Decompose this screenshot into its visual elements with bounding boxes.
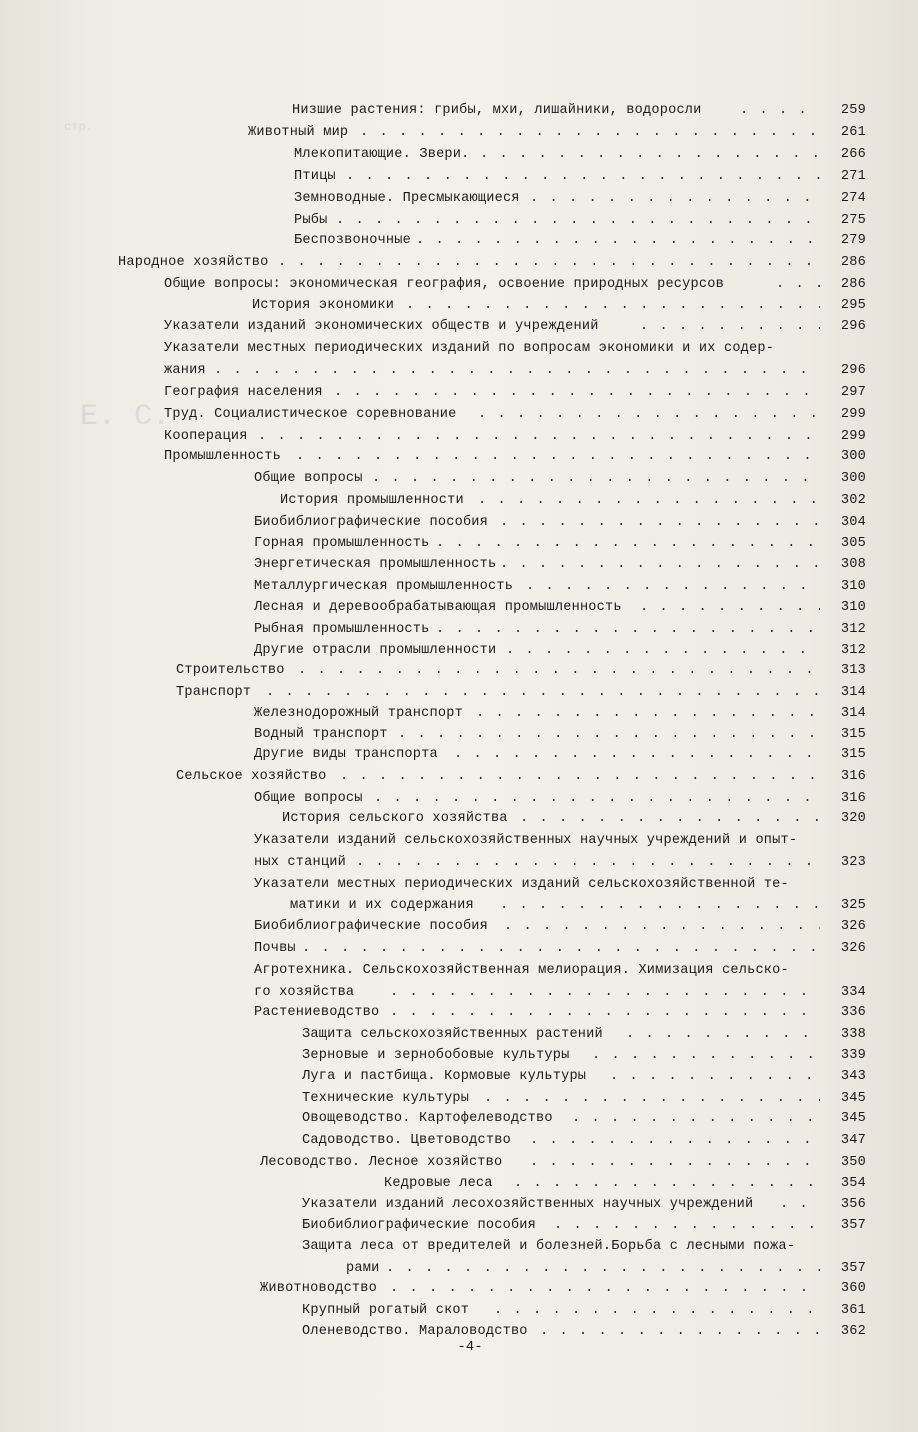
entry-title: Луга и пастбища. Кормовые культуры [302,1069,587,1084]
dot-leader [356,852,820,874]
toc-entry [0,724,918,746]
entry-title: Кооперация [164,429,248,444]
entry-page-number: 345 [840,1111,866,1126]
dot-leader [484,1088,820,1110]
toc-entry [0,426,918,448]
entry-page-number: 339 [840,1048,866,1063]
entry-title: Указатели изданий лесохозяйственных научных учреждений [302,1197,754,1212]
entry-title: ных станций [254,855,346,870]
toc-entry [0,1258,918,1280]
toc-entry [0,640,918,662]
entry-page-number: 296 [840,319,866,334]
toc-entry [0,1236,918,1258]
entry-page-number: 299 [840,407,866,422]
dot-leader [406,295,820,317]
entry-title: Агротехника. Сельскохозяйственная мелиорация. Химизация сельско- [254,963,789,978]
entry-title: История промышленности [280,493,464,508]
page-number-footer: -4- [457,1339,483,1355]
dot-leader [530,1152,820,1174]
entry-page-number: 360 [840,1281,866,1296]
entry-page-number: 304 [840,515,866,530]
entry-title: Другие виды транспорта [254,747,438,762]
dot-leader [454,744,820,766]
dot-leader [278,252,820,274]
dot-leader [640,597,820,619]
dot-leader [374,788,820,810]
entry-title: Труд. Социалистическое соревнование [164,407,457,422]
entry-page-number: 325 [840,898,866,913]
entry-title: Садоводство. Цветоводство [302,1133,511,1148]
entry-page-number: 315 [840,747,866,762]
entry-title: Горная промышленность [254,536,430,551]
dot-leader [478,490,820,512]
entry-page-number: 300 [840,471,866,486]
dot-leader [336,210,820,232]
entry-title: жания [164,363,206,378]
dot-leader [390,1278,820,1300]
dot-leader [476,703,820,725]
dot-leader [360,122,820,144]
dot-leader [572,1108,820,1130]
dot-leader [776,274,820,296]
entry-title: рами [346,1261,380,1276]
entry-title: Указатели изданий экономических обществ и учреждений [164,319,599,334]
entry-title: Водный транспорт [254,727,388,742]
toc-entry [0,1108,918,1130]
entry-title: Животноводство [260,1281,378,1296]
toc-entry [0,982,918,1004]
dot-leader [610,1066,820,1088]
entry-title: Защита сельскохозяйственных растений [302,1027,603,1042]
dot-leader [500,554,820,576]
dot-leader [530,1130,820,1152]
toc-entry [0,512,918,534]
toc-entry [0,830,918,852]
entry-title: го хозяйства [254,985,355,1000]
dot-leader [372,468,820,490]
toc-entry [0,100,918,122]
dot-leader [436,619,820,641]
entry-page-number: 347 [840,1133,866,1148]
dot-leader [296,446,820,468]
entry-page-number: 343 [840,1069,866,1084]
entry-page-number: 362 [840,1324,866,1339]
dot-leader [480,144,820,166]
toc-entry [0,382,918,404]
dot-leader [520,808,820,830]
entry-title: Овощеводство. Картофелеводство [302,1111,553,1126]
toc-entry [0,295,918,317]
entry-page-number: 302 [840,493,866,508]
dot-leader [554,1215,820,1237]
entry-title: Защита леса от вредителей и болезней.Борьба с лесными пожа- [302,1239,796,1254]
entry-title: Птицы [294,169,336,184]
dot-leader [298,660,820,682]
toc-entry [0,274,918,296]
toc-entry [0,360,918,382]
entry-page-number: 286 [840,255,866,270]
dot-leader [390,982,820,1004]
entry-page-number: 334 [840,985,866,1000]
toc-entry [0,597,918,619]
entry-title: Лесная и деревообрабатывающая промышленность [254,600,622,615]
toc-entry [0,766,918,788]
entry-page-number: 261 [840,125,866,140]
toc-entry [0,252,918,274]
toc-entry [0,1194,918,1216]
entry-page-number: 274 [840,191,866,206]
dot-leader [334,382,820,404]
toc-entry [0,446,918,468]
dot-leader [500,512,820,534]
dot-leader [526,576,820,598]
entry-page-number: 310 [840,579,866,594]
dot-leader [640,316,820,338]
entry-page-number: 310 [840,600,866,615]
entry-title: Строительство [176,663,285,678]
toc-entry [0,895,918,917]
entry-page-number: 296 [840,363,866,378]
entry-title: Указатели местных периодических изданий сельскохозяйственной те- [254,877,789,892]
toc-entry [0,1045,918,1067]
entry-title: Животный мир [248,125,349,140]
dot-leader [302,938,820,960]
dot-leader [266,682,820,704]
entry-title: Рыбы [294,213,328,228]
entry-page-number: 350 [840,1155,866,1170]
dot-leader [506,640,820,662]
dot-leader [494,1300,820,1322]
entry-title: Зерновые и зернобобовые культуры [302,1048,570,1063]
bleed-through-text: стр. [64,120,93,134]
entry-title: матики и их содержания [290,898,474,913]
entry-title: Низшие растения: грибы, мхи, лишайники, водоросли [292,103,702,118]
entry-page-number: 295 [840,298,866,313]
toc-entry [0,188,918,210]
entry-page-number: 314 [840,706,866,721]
toc-entry [0,468,918,490]
toc-entry [0,1024,918,1046]
entry-title: Оленеводство. Мараловодство [302,1324,528,1339]
entry-title: Общие вопросы: экономическая география, освоение природных ресурсов [164,277,724,292]
toc-entry [0,230,918,252]
dot-leader [398,724,820,746]
entry-page-number: 312 [840,643,866,658]
entry-page-number: 357 [840,1218,866,1233]
entry-title: Транспорт [176,685,252,700]
toc-entry [0,808,918,830]
toc-entry [0,744,918,766]
entry-title: История экономики [252,298,395,313]
entry-page-number: 326 [840,941,866,956]
dot-leader [780,1194,820,1216]
entry-page-number: 266 [840,147,866,162]
toc-entry [0,122,918,144]
toc-entry [0,682,918,704]
entry-page-number: 271 [840,169,866,184]
entry-title: Общие вопросы [254,791,363,806]
toc-entry [0,788,918,810]
toc-entry [0,1300,918,1322]
toc-entry [0,619,918,641]
entry-page-number: 286 [840,277,866,292]
entry-page-number: 361 [840,1303,866,1318]
entry-page-number: 300 [840,449,866,464]
entry-title: Технические культуры [302,1091,470,1106]
toc-entry [0,852,918,874]
entry-title: История сельского хозяйства [282,811,508,826]
dot-leader [530,188,820,210]
toc-entry [0,1152,918,1174]
entry-title: Другие отрасли промышленности [254,643,497,658]
toc-entry [0,576,918,598]
entry-page-number: 314 [840,685,866,700]
entry-title: Растениеводство [254,1005,380,1020]
entry-page-number: 275 [840,213,866,228]
dot-leader [500,895,820,917]
dot-leader [340,766,820,788]
toc-entry [0,338,918,360]
dot-leader [504,916,820,938]
entry-title: Беспозвоночные [294,233,412,248]
entry-title: Кедровые леса [384,1176,493,1191]
dot-leader [386,1258,820,1280]
entry-page-number: 323 [840,855,866,870]
toc-entry [0,490,918,512]
entry-page-number: 357 [840,1261,866,1276]
entry-page-number: 316 [840,769,866,784]
toc-entry [0,874,918,896]
entry-title: Лесоводство. Лесное хозяйство [260,1155,503,1170]
entry-page-number: 345 [840,1091,866,1106]
toc-entry [0,1088,918,1110]
dot-leader [478,404,820,426]
entry-title: Народное хозяйство [118,255,269,270]
entry-title: Железнодорожный транспорт [254,706,463,721]
toc-entry [0,1130,918,1152]
entry-page-number: 336 [840,1005,866,1020]
entry-title: Рыбная промышленность [254,622,430,637]
entry-page-number: 338 [840,1027,866,1042]
entry-page-number: 312 [840,622,866,637]
entry-title: Металлургическая промышленность [254,579,514,594]
toc-entry [0,660,918,682]
toc-entry [0,533,918,555]
entry-page-number: 326 [840,919,866,934]
toc-entry [0,316,918,338]
toc-entry [0,554,918,576]
entry-title: Почвы [254,941,296,956]
entry-title: Биобиблиографические пособия [254,919,489,934]
toc-entry [0,916,918,938]
entry-title: Указатели изданий сельскохозяйственных научных учреждений и опыт- [254,833,798,848]
toc-entry [0,1278,918,1300]
toc-entry [0,404,918,426]
entry-page-number: 315 [840,727,866,742]
entry-page-number: 313 [840,663,866,678]
toc-entry [0,210,918,232]
dot-leader [626,1024,820,1046]
toc-entry [0,1215,918,1237]
entry-page-number: 305 [840,536,866,551]
dot-leader [540,1321,820,1343]
dot-leader [436,533,820,555]
entry-page-number: 354 [840,1176,866,1191]
entry-page-number: 279 [840,233,866,248]
toc-entry [0,960,918,982]
toc-entry [0,938,918,960]
toc-entry [0,1002,918,1024]
dot-leader [258,426,820,448]
entry-title: Биобиблиографические пособия [302,1218,537,1233]
entry-title: Млекопитающие. Звери. [294,147,470,162]
bleed-through-text: Е. С. [80,400,171,434]
entry-page-number: 316 [840,791,866,806]
dot-leader [214,360,820,382]
toc-entry [0,144,918,166]
entry-title: Общие вопросы [254,471,363,486]
dot-leader [514,1173,820,1195]
dot-leader [416,230,820,252]
dot-leader [740,100,820,122]
dot-leader [346,166,820,188]
entry-page-number: 299 [840,429,866,444]
dot-leader [592,1045,820,1067]
toc-entry [0,166,918,188]
entry-title: Биобиблиографические пособия [254,515,489,530]
entry-title: География населения [164,385,323,400]
entry-page-number: 320 [840,811,866,826]
entry-title: Энергетическая промышленность [254,557,497,572]
toc-entry [0,1066,918,1088]
entry-page-number: 308 [840,557,866,572]
entry-title: Промышленность [164,449,282,464]
toc-entry [0,1173,918,1195]
dot-leader [390,1002,820,1024]
entry-title: Крупный рогатый скот [302,1303,470,1318]
entry-title: Земноводные. Пресмыкающиеся [294,191,520,206]
entry-title: Указатели местных периодических изданий по вопросам экономики и их содер- [164,341,775,356]
entry-page-number: 259 [840,103,866,118]
entry-page-number: 356 [840,1197,866,1212]
toc-entry [0,703,918,725]
entry-title: Сельское хозяйство [176,769,327,784]
entry-page-number: 297 [840,385,866,400]
